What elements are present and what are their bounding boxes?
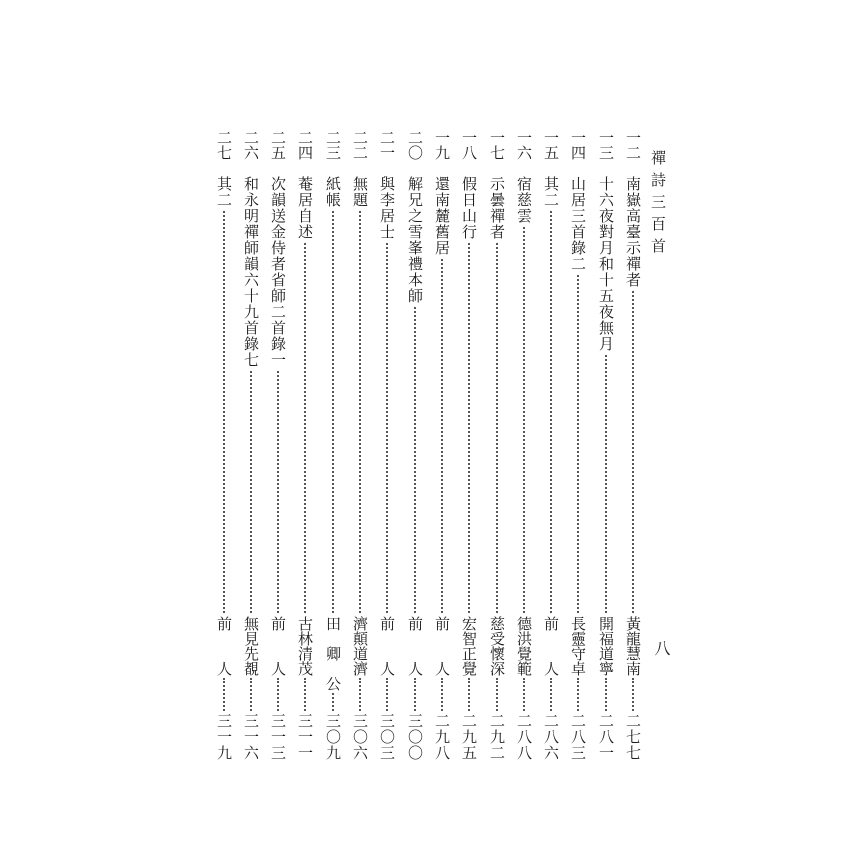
dot-leader bbox=[277, 371, 279, 613]
entry-author: 田 卿 公 bbox=[324, 616, 342, 691]
dot-leader bbox=[414, 678, 416, 711]
entry-author: 濟顛道濟 bbox=[351, 616, 369, 676]
entry-page: 三〇〇 bbox=[406, 713, 424, 761]
entry-author: 前 人 bbox=[406, 616, 424, 676]
dot-leader bbox=[632, 291, 634, 613]
entry-author: 宏智正覺 bbox=[460, 616, 478, 676]
dot-leader bbox=[359, 211, 361, 613]
entry-number: 二三 bbox=[324, 130, 342, 160]
entry-number: 一四 bbox=[569, 130, 587, 160]
entry-number: 二〇 bbox=[406, 130, 424, 160]
entry-title: 與李居士 bbox=[378, 176, 396, 240]
toc-entry bbox=[405, 130, 425, 780]
entry-page: 三一一 bbox=[296, 713, 314, 761]
entry-number: 二六 bbox=[242, 130, 260, 160]
entry-author: 德洪覺範 bbox=[515, 616, 533, 676]
dot-leader bbox=[605, 678, 607, 711]
dot-leader bbox=[523, 227, 525, 613]
entry-number: 一二 bbox=[624, 130, 642, 160]
entry-title: 假日山行 bbox=[460, 176, 478, 240]
toc-entry bbox=[623, 130, 643, 780]
entry-page: 三一九 bbox=[215, 713, 233, 761]
dot-leader bbox=[304, 678, 306, 711]
entry-author: 開福道寧 bbox=[597, 616, 615, 676]
entry-page: 二九二 bbox=[488, 713, 506, 761]
entry-page: 二七七 bbox=[624, 713, 642, 761]
entry-number: 一九 bbox=[433, 130, 451, 160]
entry-page: 三〇六 bbox=[351, 713, 369, 761]
entry-page: 三一三 bbox=[269, 713, 287, 761]
toc-entry bbox=[214, 130, 234, 780]
entry-author: 長靈守卓 bbox=[569, 616, 587, 676]
toc-entry bbox=[377, 130, 397, 780]
dot-leader bbox=[605, 355, 607, 613]
entry-title: 次韻送金侍者省師二首錄一 bbox=[269, 176, 287, 368]
dot-leader bbox=[332, 693, 334, 711]
toc-entry bbox=[268, 130, 288, 780]
entry-author: 前 人 bbox=[269, 616, 287, 676]
entry-title: 紙帳 bbox=[324, 176, 342, 208]
entry-page: 二九八 bbox=[433, 713, 451, 761]
entry-title: 解兄之雪峯禮本師 bbox=[406, 176, 424, 304]
dot-leader bbox=[523, 678, 525, 711]
dot-leader bbox=[496, 678, 498, 711]
entry-author: 前 人 bbox=[542, 616, 560, 676]
dot-leader bbox=[441, 678, 443, 711]
dot-leader bbox=[414, 307, 416, 613]
entry-title: 十六夜對月和十五夜無月 bbox=[597, 176, 615, 352]
dot-leader bbox=[223, 678, 225, 711]
dot-leader bbox=[332, 211, 334, 613]
entry-title: 和永明禪師韻六十九首錄七 bbox=[242, 176, 260, 368]
entry-page: 二九五 bbox=[460, 713, 478, 761]
entry-title: 宿慈雲 bbox=[515, 176, 533, 224]
entry-page: 三〇三 bbox=[378, 713, 396, 761]
dot-leader bbox=[550, 678, 552, 711]
dot-leader bbox=[359, 678, 361, 711]
entry-number: 二七 bbox=[215, 130, 233, 160]
dot-leader bbox=[632, 678, 634, 711]
dot-leader bbox=[304, 243, 306, 613]
entry-title: 無題 bbox=[351, 176, 369, 208]
entry-author: 前 人 bbox=[215, 616, 233, 676]
dot-leader bbox=[277, 678, 279, 711]
entry-number: 一五 bbox=[542, 130, 560, 160]
toc-entry bbox=[514, 130, 534, 780]
entry-number: 一三 bbox=[597, 130, 615, 160]
entry-title: 示曇禪者 bbox=[488, 176, 506, 240]
entry-page: 三〇九 bbox=[324, 713, 342, 761]
dot-leader bbox=[223, 211, 225, 613]
dot-leader bbox=[250, 371, 252, 613]
dot-leader bbox=[386, 243, 388, 613]
running-title: 禪詩三百首 bbox=[649, 150, 667, 260]
dot-leader bbox=[550, 211, 552, 613]
entry-author: 慈受懷深 bbox=[488, 616, 506, 676]
entry-title: 南嶽高臺示禪者 bbox=[624, 176, 642, 288]
entry-author: 黃龍慧南 bbox=[624, 616, 642, 676]
dot-leader bbox=[496, 243, 498, 613]
entry-number: 二二 bbox=[351, 130, 369, 160]
entry-page: 二八六 bbox=[542, 713, 560, 761]
entry-number: 二五 bbox=[269, 130, 287, 160]
entry-title: 其二 bbox=[215, 176, 233, 208]
entry-page: 二八一 bbox=[597, 713, 615, 761]
entry-page: 二八八 bbox=[515, 713, 533, 761]
toc-entry bbox=[487, 130, 507, 780]
toc-entry bbox=[241, 130, 261, 780]
entry-number: 一八 bbox=[460, 130, 478, 160]
dot-leader bbox=[386, 678, 388, 711]
toc-entry bbox=[568, 130, 588, 780]
toc-entry bbox=[541, 130, 561, 780]
dot-leader bbox=[468, 243, 470, 613]
entry-number: 一六 bbox=[515, 130, 533, 160]
entry-title: 山居三首錄二 bbox=[569, 176, 587, 272]
entry-number: 二四 bbox=[296, 130, 314, 160]
entry-author: 古林清茂 bbox=[296, 616, 314, 676]
entry-page: 三一六 bbox=[242, 713, 260, 761]
toc-entry bbox=[432, 130, 452, 780]
dot-leader bbox=[577, 678, 579, 711]
dot-leader bbox=[250, 678, 252, 711]
entry-page: 二八三 bbox=[569, 713, 587, 761]
entry-author: 無見先覩 bbox=[242, 616, 260, 676]
entry-number: 二一 bbox=[378, 130, 396, 160]
entry-title: 菴居自述 bbox=[296, 176, 314, 240]
entry-author: 前 人 bbox=[378, 616, 396, 676]
dot-leader bbox=[468, 678, 470, 711]
dot-leader bbox=[441, 259, 443, 613]
page-number: 八 bbox=[652, 640, 671, 656]
toc-entry bbox=[350, 130, 370, 780]
dot-leader bbox=[577, 275, 579, 613]
toc-entry bbox=[459, 130, 479, 780]
toc-entry bbox=[596, 130, 616, 780]
toc-entry bbox=[295, 130, 315, 780]
entry-title: 還南麓舊居 bbox=[433, 176, 451, 256]
toc-entry bbox=[323, 130, 343, 780]
entry-title: 其二 bbox=[542, 176, 560, 208]
entry-number: 一七 bbox=[488, 130, 506, 160]
entry-author: 前 人 bbox=[433, 616, 451, 676]
